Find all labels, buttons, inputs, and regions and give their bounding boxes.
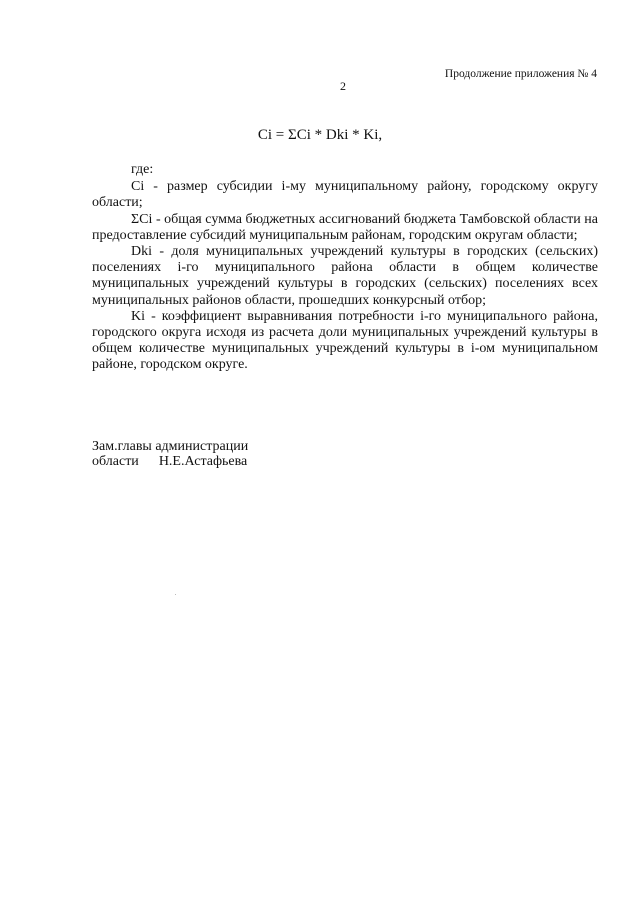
page-number: 2: [340, 79, 346, 93]
signatory-name: Н.Е.Астафьева: [158, 454, 248, 469]
signature-block: [92, 439, 248, 469]
signatory-title: Зам.главы администрации: [92, 439, 249, 454]
definition-sum-ci: ΣCi - общая сумма бюджетных ассигнований бюджета Тамбовской области на предоставление субсидий муниципальным районам, городским округам области;: [92, 211, 598, 243]
header-note: Продолжение приложения № 4: [444, 68, 597, 80]
where-label: где:: [131, 162, 154, 177]
definitions-block: [92, 162, 598, 374]
formula: Ci = ΣCi * Dki * Ki,: [257, 127, 383, 143]
signatory-line: [92, 454, 248, 469]
definition-dki: Dki - доля муниципальных учреждений культуры в городских (сельских) поселениях i-го муниципального района области в общем количестве муниципальных учреждений культуры в городских (сельских) поселениях всех муниципальных районов области, прошедших конкурсный отбор;: [92, 244, 598, 308]
definition-ci: Ci - размер субсидии i-му муниципальному району, городскому округу области;: [92, 179, 598, 211]
definition-ki: Ki - коэффициент выравнивания потребности i-го муниципального района, городского округа исходя из расчета доли муниципальных учреждений культуры в общем количестве муниципальных учреждений культуры в i-ом муниципальном районе, городском округе.: [92, 308, 598, 373]
scan-speck: [175, 594, 176, 595]
signatory-area: области: [92, 454, 139, 469]
